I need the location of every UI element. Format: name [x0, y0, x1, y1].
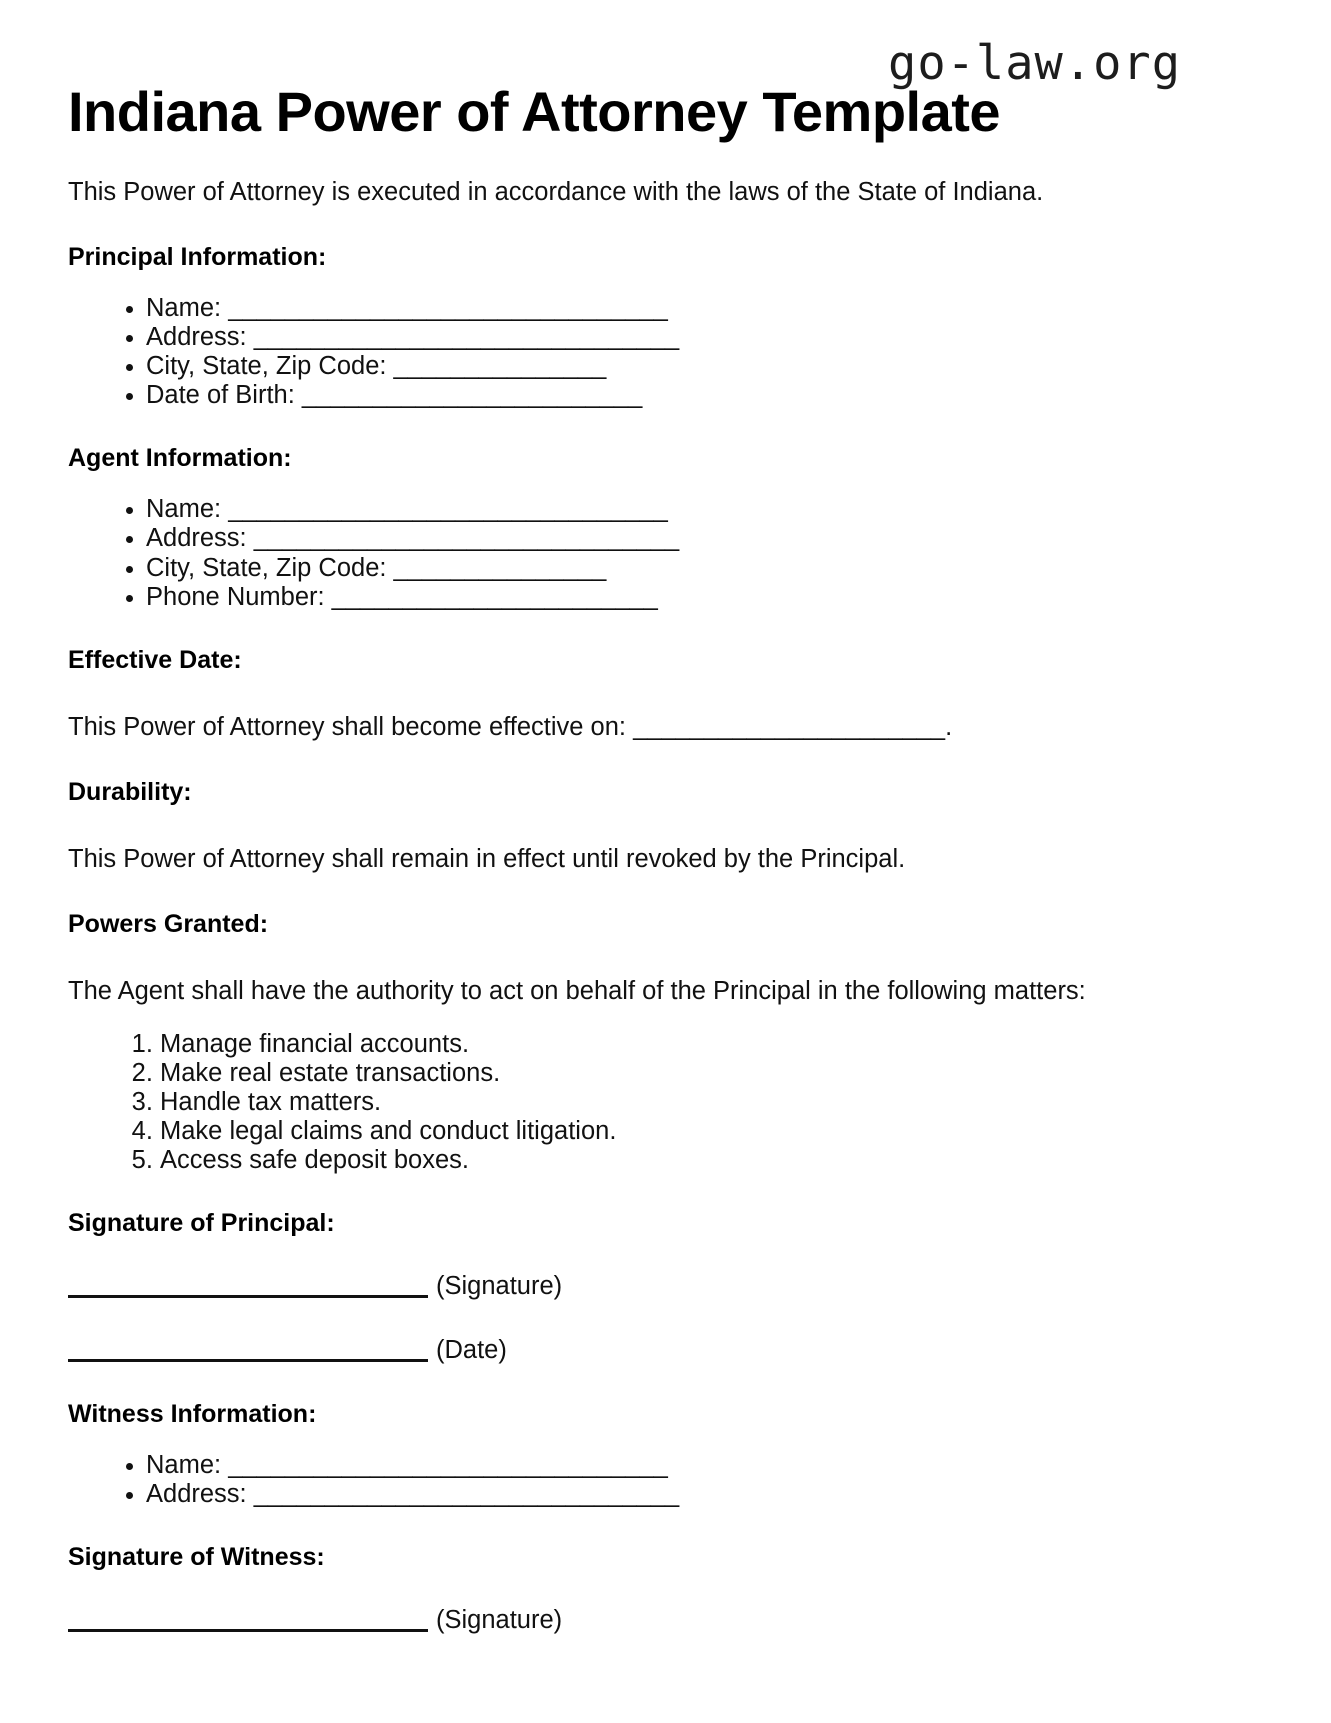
- intro-paragraph: This Power of Attorney is executed in accordance with the laws of the State of Indiana.: [68, 178, 1044, 206]
- list-item: 1. Manage financial accounts.: [160, 1030, 1181, 1059]
- signature-rule: [68, 1629, 428, 1632]
- list-item: • Phone Number: _______________________: [146, 583, 1181, 612]
- section-heading-durability: Durability:: [68, 777, 192, 806]
- principal-date-line: [68, 1335, 1181, 1366]
- section-heading-principal-information: Principal Information:: [68, 243, 327, 272]
- principal-information-list: [68, 294, 1181, 410]
- section-heading-powers-granted: Powers Granted:: [68, 909, 269, 938]
- section-heading-agent-information: Agent Information:: [68, 444, 292, 473]
- list-item: • Address: ______________________________: [146, 1480, 1181, 1509]
- list-item: 4. Make legal claims and conduct litigation.: [160, 1117, 1181, 1146]
- agent-information-list: [68, 495, 1181, 611]
- signature-rule: [68, 1295, 428, 1298]
- list-item: • Name: _______________________________: [146, 1451, 1181, 1480]
- site-watermark: go-law.org: [888, 36, 1181, 91]
- witness-signature-line: [68, 1605, 1181, 1636]
- list-item: • Name: _______________________________: [146, 495, 1181, 524]
- signature-caption: (Signature): [436, 1605, 563, 1634]
- list-item: • City, State, Zip Code: _______________: [146, 554, 1181, 583]
- list-item: 3. Handle tax matters.: [160, 1088, 1181, 1117]
- list-item: • Address: ______________________________: [146, 323, 1181, 352]
- list-item: • Date of Birth: ________________________: [146, 381, 1181, 410]
- effective-date-paragraph: This Power of Attorney shall become effective on: ______________________.: [68, 712, 953, 741]
- section-heading-effective-date: Effective Date:: [68, 645, 242, 674]
- powers-granted-paragraph: The Agent shall have the authority to act on behalf of the Principal in the following matters:: [68, 976, 1086, 1005]
- signature-caption: (Signature): [436, 1272, 563, 1301]
- list-item: 5. Access safe deposit boxes.: [160, 1146, 1181, 1175]
- section-heading-witness-information: Witness Information:: [68, 1399, 317, 1428]
- section-heading-signature-of-witness: Signature of Witness:: [68, 1542, 325, 1571]
- list-item: • City, State, Zip Code: _______________: [146, 352, 1181, 381]
- page-title: Indiana Power of Attorney Template: [68, 80, 1001, 143]
- list-item: 2. Make real estate transactions.: [160, 1059, 1181, 1088]
- durability-paragraph: This Power of Attorney shall remain in effect until revoked by the Principal.: [68, 844, 906, 873]
- section-heading-signature-of-principal: Signature of Principal:: [68, 1209, 335, 1238]
- date-caption: (Date): [436, 1336, 507, 1365]
- list-item: • Address: ______________________________: [146, 524, 1181, 553]
- date-rule: [68, 1359, 428, 1362]
- powers-granted-list: [68, 1030, 1181, 1175]
- principal-signature-line: [68, 1271, 1181, 1302]
- list-item: • Name: _______________________________: [146, 294, 1181, 323]
- witness-information-list: [68, 1451, 1181, 1509]
